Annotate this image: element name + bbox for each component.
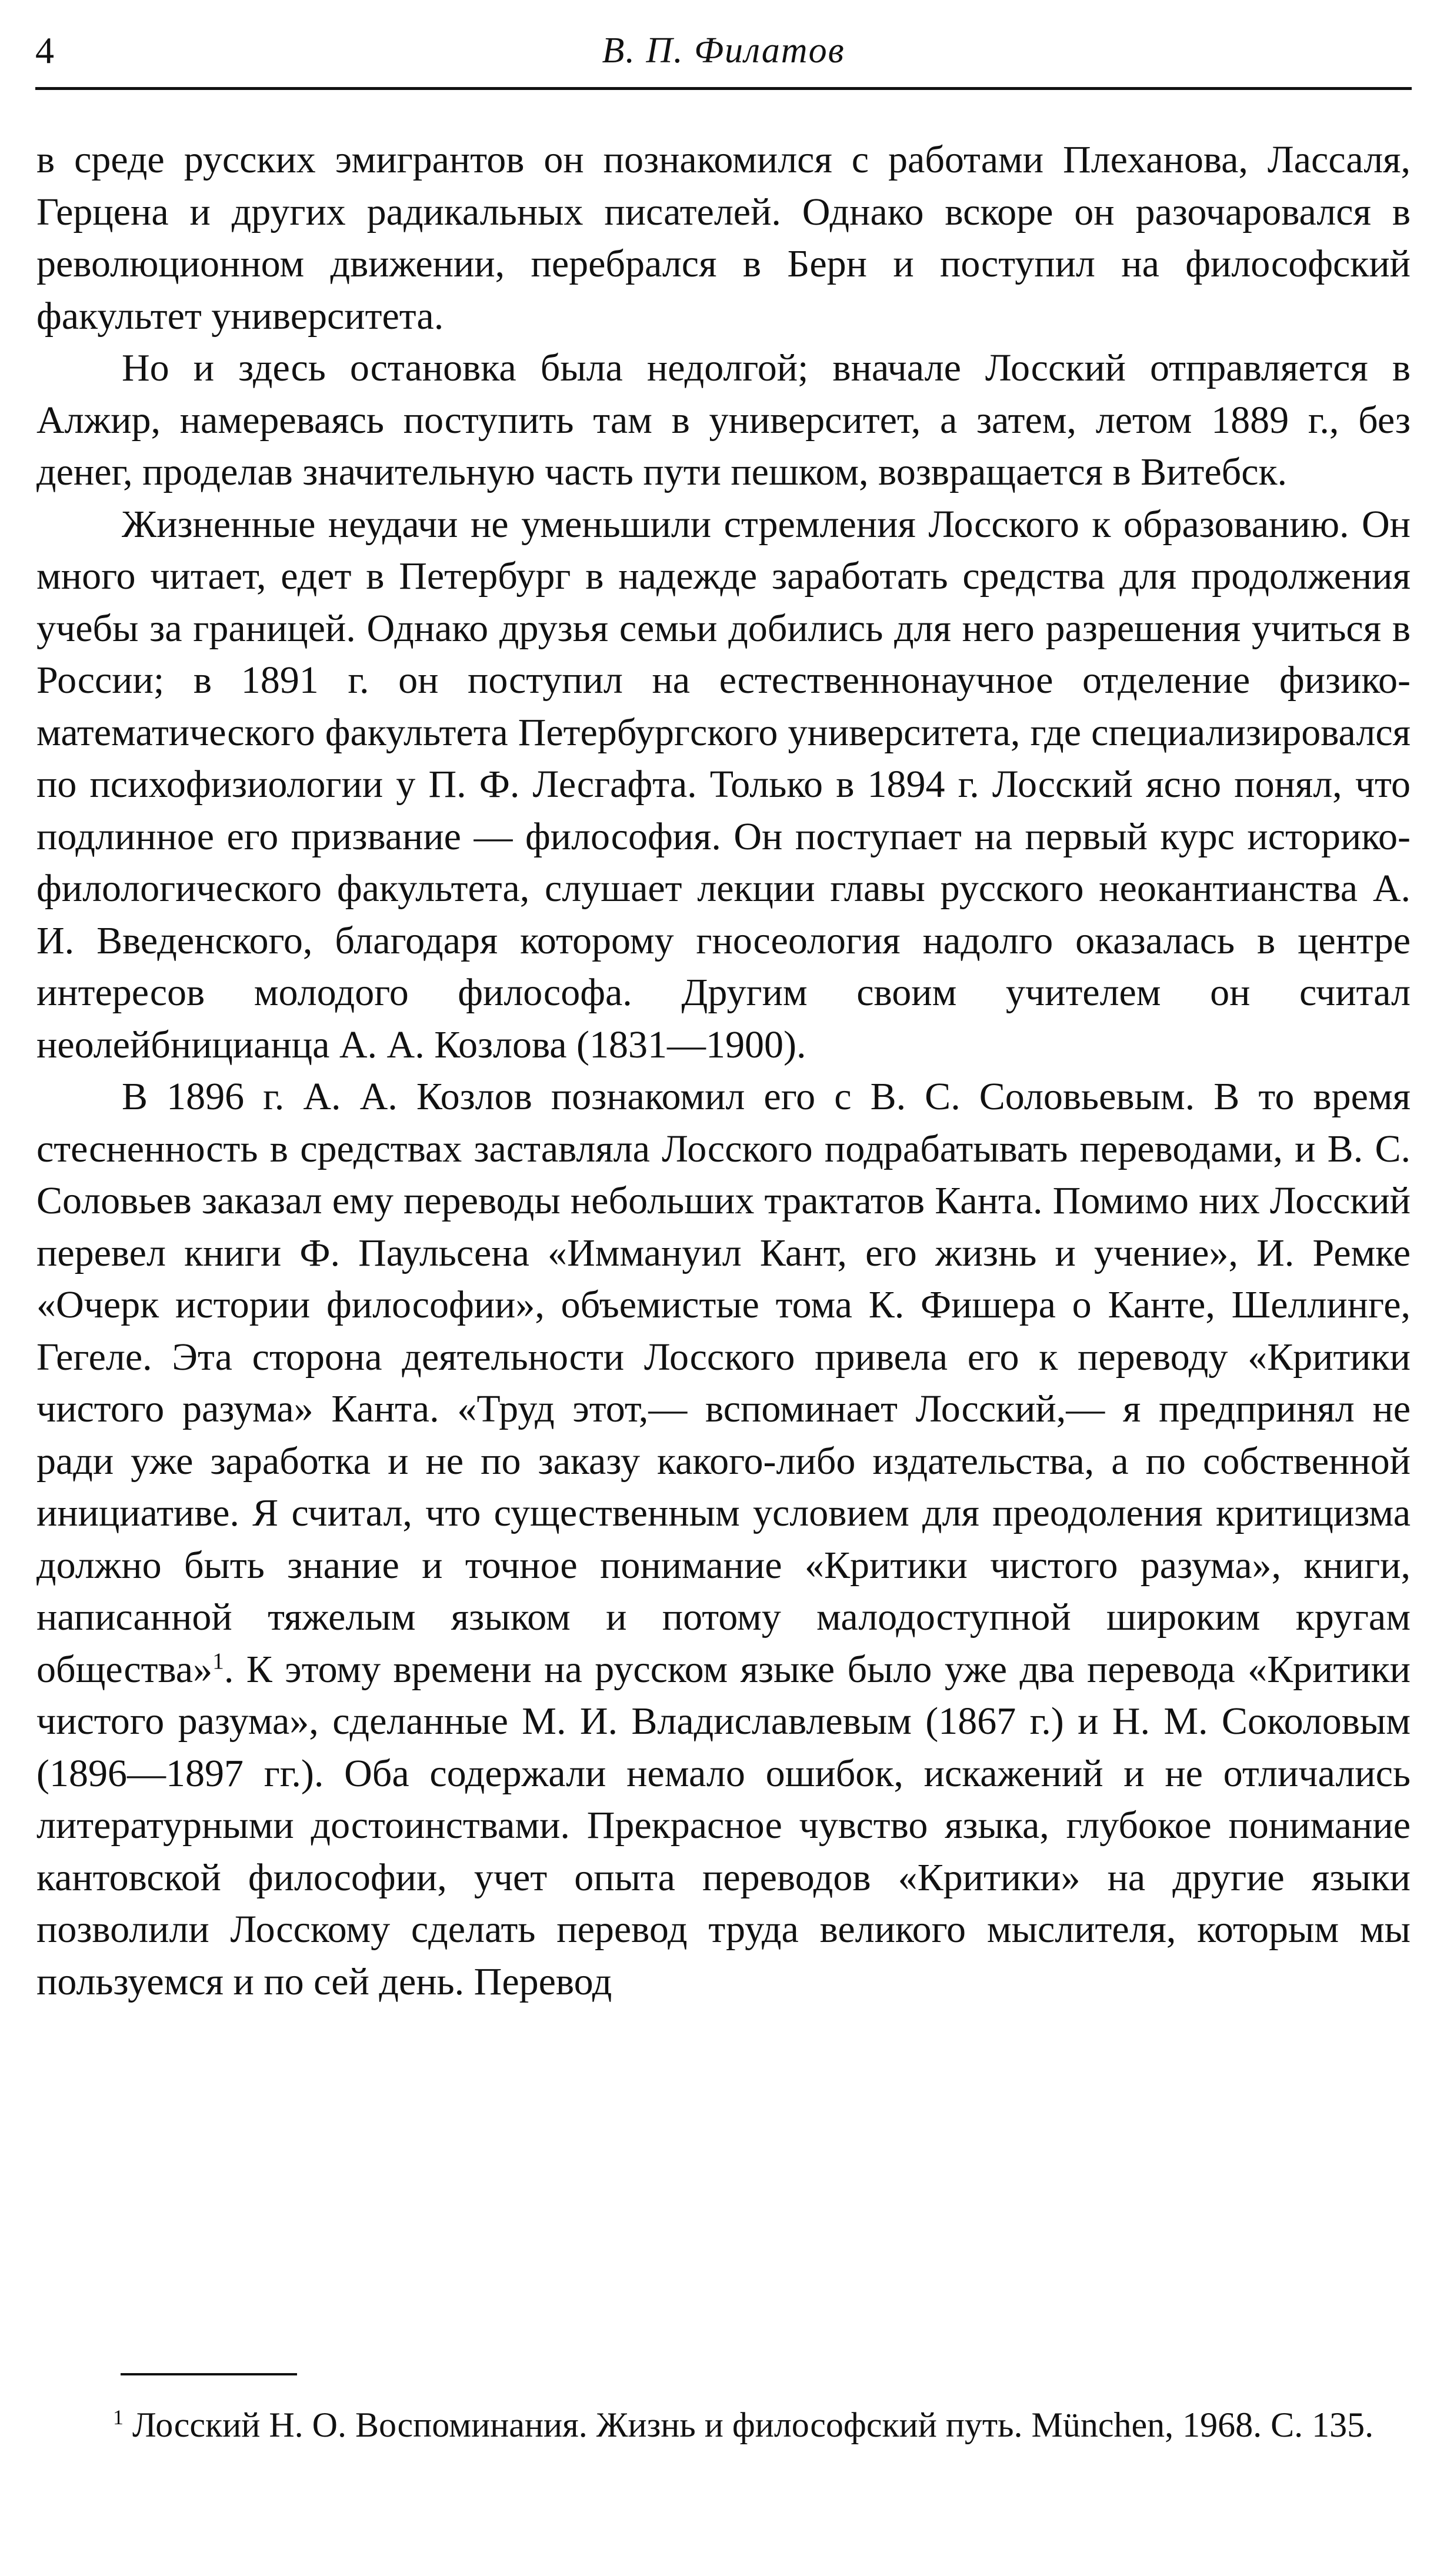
page-header: [35, 16, 1412, 90]
paragraph: Но и здесь остановка была недолгой; вначале Лосский отправляется в Алжир, намереваясь поступить там в университет, а затем, летом 1889 г., без денег, проделав значительную часть пути пешком, возвращается в Витебск.: [36, 346, 1411, 493]
paragraph: в среде русских эмигрантов он познакомился с работами Плеханова, Лассаля, Герцена и других радикальных писателей. Однако вскоре он разочаровался в революционном движении, перебрался в Берн и поступил на философский факультет университета.: [36, 138, 1411, 338]
footnote: [36, 2403, 1411, 2447]
footnote-marker: 1: [113, 2405, 124, 2429]
main-text: [36, 134, 1411, 2008]
paragraph-text-continued: . К этому времени на русском языке было уже два перевода «Критики чистого разума», сделанные М. И. Владиславлевым (1867 г.) и Н. М. Соколовым (1896—1897 гг.). Оба содержали немало ошибок, искажений и не отличались литературными достоинствами. Прекрасное чувство языка, глубокое понимание кантовской философии, учет опыта переводов «Критики» на другие языки позволили Лосскому сделать перевод труда великого мыслителя, которым мы пользуемся и по сей день. Перевод: [36, 1647, 1411, 2003]
page-number: 4: [35, 29, 54, 71]
running-title: В. П. Филатов: [602, 31, 845, 71]
paragraph: Жизненные неудачи не уменьшили стремления Лосского к образованию. Он много читает, едет в Петербург в надежде заработать средства для продолжения учебы за границей. Однако друзья семьи добились для него разрешения учиться в России; в 1891 г. он поступил на естественнонаучное отделение физико-математического факультета Петербургского университета, где специализировался по психофизиологии у П. Ф. Лесгафта. Только в 1894 г. Лосский ясно понял, что подлинное его призвание — философия. Он поступает на первый курс историко-филологического факультета, слушает лекции главы русского неокантианства А. И. Введенского, благодаря которому гносеология надолго оказалась в центре интересов молодого философа. Другим своим учителем он считал неолейбницианца А. А. Козлова (1831—1900).: [36, 502, 1411, 1066]
paragraph-text: В 1896 г. А. А. Козлов познакомил его с В. С. Соловьевым. В то время стесненность в средствах заставляла Лосского подрабатывать переводами, и В. С. Соловьев заказал ему переводы небольших трактатов Канта. Помимо них Лосский перевел книги Ф. Паульсена «Иммануил Кант, его жизнь и учение», И. Ремке «Очерк истории философии», объемистые тома К. Фишера о Канте, Шеллинге, Гегеле. Эта сторона деятельности Лосского привела его к переводу «Критики чистого разума» Канта. «Труд этот,— вспоминает Лосский,— я предпринял не ради уже заработка и не по заказу какого-либо издательства, а по собственной инициативе. Я считал, что существенным условием для преодоления критицизма должно быть знание и точное понимание «Критики чистого разума», книги, написанной тяжелым языком и потому малодоступной широким кругам общества»: [36, 1075, 1411, 1691]
footnote-reference: 1: [212, 1647, 224, 1674]
footnote-divider: [121, 2373, 297, 2375]
footnote-text: Лосский Н. О. Воспоминания. Жизнь и философский путь. München, 1968. С. 135.: [132, 2405, 1374, 2444]
paragraph: [36, 1071, 1411, 2008]
